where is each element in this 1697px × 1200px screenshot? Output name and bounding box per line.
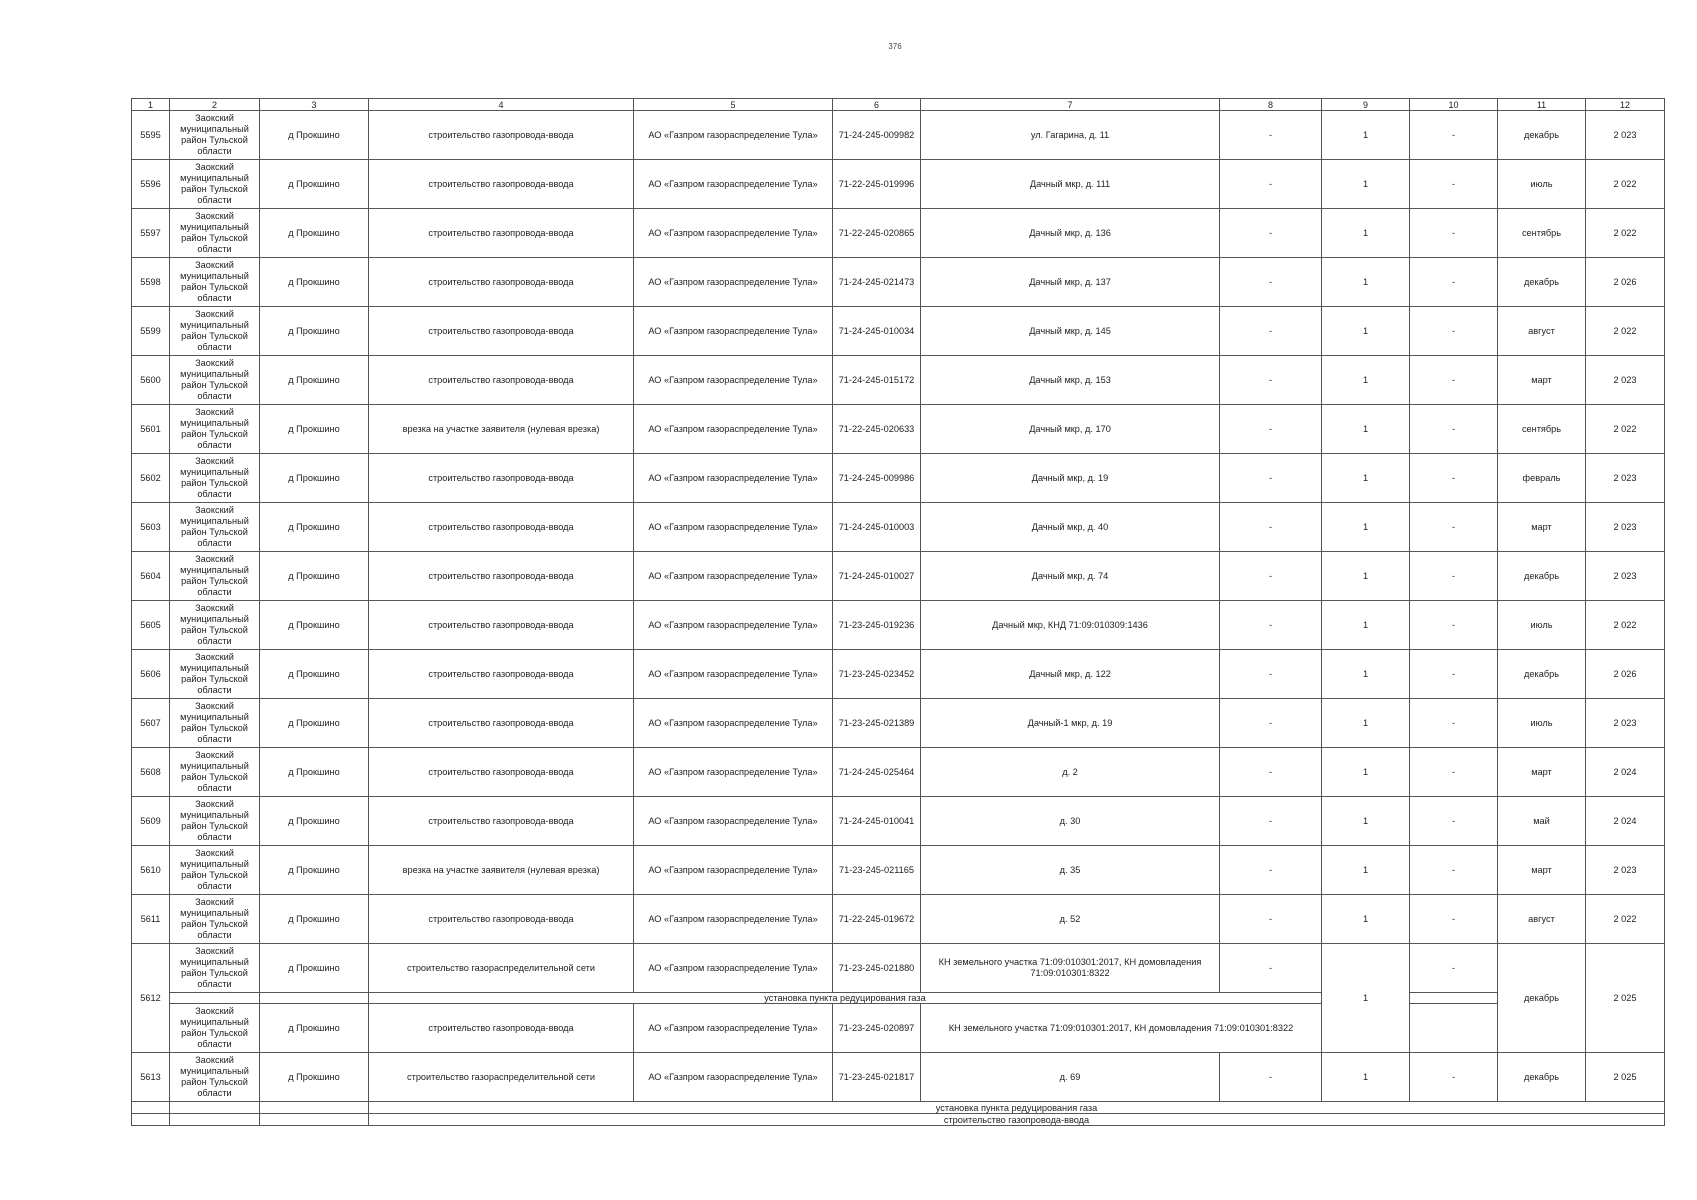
column-number-header bbox=[132, 99, 1665, 111]
address-cell: д. 30 bbox=[921, 797, 1220, 846]
row-number-cell: 5607 bbox=[132, 699, 170, 748]
month-cell: декабрь bbox=[1498, 111, 1586, 160]
row-number-cell: 5610 bbox=[132, 846, 170, 895]
page-number: 376 bbox=[888, 42, 902, 51]
application-code-cell: 71-23-245-021880 bbox=[833, 944, 921, 993]
month-cell: июль bbox=[1498, 699, 1586, 748]
district-cell bbox=[170, 1114, 260, 1126]
application-code-cell: 71-22-245-020633 bbox=[833, 405, 921, 454]
work-type-cell: врезка на участке заявителя (нулевая врезка) bbox=[369, 405, 634, 454]
table-row bbox=[132, 552, 1665, 601]
application-code-cell: 71-24-245-021473 bbox=[833, 258, 921, 307]
application-code-cell: 71-24-245-009986 bbox=[833, 454, 921, 503]
table-row bbox=[132, 748, 1665, 797]
column-8-cell: - bbox=[1220, 111, 1322, 160]
table-row bbox=[132, 797, 1665, 846]
address-cell: КН земельного участка 71:09:010301:2017, КН домовладения 71:09:010301:8322 bbox=[921, 1004, 1322, 1053]
table-row bbox=[132, 895, 1665, 944]
column-10-cell: - bbox=[1410, 160, 1498, 209]
organization-cell: АО «Газпром газораспределение Тула» bbox=[634, 258, 833, 307]
locality-cell: д Прокшино bbox=[260, 895, 369, 944]
district-cell: Заокский муниципальный район Тульской области bbox=[170, 601, 260, 650]
locality-cell bbox=[260, 1102, 369, 1114]
year-cell: 2 022 bbox=[1586, 895, 1665, 944]
address-cell: Дачный мкр, д. 122 bbox=[921, 650, 1220, 699]
quantity-cell: 1 bbox=[1322, 111, 1410, 160]
quantity-cell: 1 bbox=[1322, 209, 1410, 258]
column-8-cell: - bbox=[1220, 895, 1322, 944]
application-code-cell: 71-22-245-019672 bbox=[833, 895, 921, 944]
month-cell: февраль bbox=[1498, 454, 1586, 503]
header-cell: 10 bbox=[1410, 99, 1498, 111]
work-type-cell: строительство газопровода-ввода bbox=[369, 601, 634, 650]
address-cell: Дачный мкр, д. 111 bbox=[921, 160, 1220, 209]
application-code-cell: 71-22-245-020865 bbox=[833, 209, 921, 258]
address-cell: д. 35 bbox=[921, 846, 1220, 895]
application-code-cell: 71-23-245-020897 bbox=[833, 1004, 921, 1053]
header-cell: 9 bbox=[1322, 99, 1410, 111]
row-number-cell: 5602 bbox=[132, 454, 170, 503]
organization-cell: АО «Газпром газораспределение Тула» bbox=[634, 650, 833, 699]
table-row bbox=[132, 699, 1665, 748]
district-cell: Заокский муниципальный район Тульской области bbox=[170, 944, 260, 993]
column-10-cell: - bbox=[1410, 601, 1498, 650]
column-8-cell: - bbox=[1220, 307, 1322, 356]
year-cell: 2 023 bbox=[1586, 454, 1665, 503]
header-cell: 1 bbox=[132, 99, 170, 111]
quantity-cell: 1 bbox=[1322, 160, 1410, 209]
column-8-cell: - bbox=[1220, 699, 1322, 748]
month-cell: июль bbox=[1498, 601, 1586, 650]
header-cell: 2 bbox=[170, 99, 260, 111]
address-cell: КН земельного участка 71:09:010301:2017, КН домовладения 71:09:010301:8322 bbox=[921, 944, 1220, 993]
organization-cell: АО «Газпром газораспределение Тула» bbox=[634, 111, 833, 160]
header-cell: 4 bbox=[369, 99, 634, 111]
district-cell bbox=[170, 1102, 260, 1114]
row-number-cell: 5611 bbox=[132, 895, 170, 944]
table-row bbox=[132, 307, 1665, 356]
organization-cell: АО «Газпром газораспределение Тула» bbox=[634, 209, 833, 258]
locality-cell: д Прокшино bbox=[260, 1004, 369, 1053]
application-code-cell: 71-23-245-021165 bbox=[833, 846, 921, 895]
work-type-cell: строительство газопровода-ввода bbox=[369, 209, 634, 258]
work-type-cell: строительство газопровода-ввода bbox=[369, 1114, 1665, 1126]
work-type-cell: строительство газопровода-ввода bbox=[369, 797, 634, 846]
locality-cell: д Прокшино bbox=[260, 552, 369, 601]
quantity-cell: 1 bbox=[1322, 797, 1410, 846]
district-cell: Заокский муниципальный район Тульской области bbox=[170, 1053, 260, 1102]
quantity-cell: 1 bbox=[1322, 258, 1410, 307]
organization-cell: АО «Газпром газораспределение Тула» bbox=[634, 307, 833, 356]
row-number-cell: 5612 bbox=[132, 944, 170, 1053]
column-10-cell: - bbox=[1410, 895, 1498, 944]
organization-cell: АО «Газпром газораспределение Тула» bbox=[634, 797, 833, 846]
header-cell: 6 bbox=[833, 99, 921, 111]
district-cell: Заокский муниципальный район Тульской области bbox=[170, 111, 260, 160]
organization-cell: АО «Газпром газораспределение Тула» bbox=[634, 356, 833, 405]
row-number-cell: 5613 bbox=[132, 1053, 170, 1102]
quantity-cell: 1 bbox=[1322, 1053, 1410, 1102]
district-cell: Заокский муниципальный район Тульской области bbox=[170, 552, 260, 601]
row-number-cell: 5606 bbox=[132, 650, 170, 699]
address-cell: Дачный мкр, д. 19 bbox=[921, 454, 1220, 503]
month-cell: декабрь bbox=[1498, 944, 1586, 1053]
year-cell: 2 023 bbox=[1586, 552, 1665, 601]
address-cell: д. 2 bbox=[921, 748, 1220, 797]
header-cell: 12 bbox=[1586, 99, 1665, 111]
address-cell: Дачный мкр, д. 170 bbox=[921, 405, 1220, 454]
row-number-cell: 5603 bbox=[132, 503, 170, 552]
locality-cell: д Прокшино bbox=[260, 405, 369, 454]
header-cell: 8 bbox=[1220, 99, 1322, 111]
district-cell: Заокский муниципальный район Тульской области bbox=[170, 699, 260, 748]
address-cell: Дачный мкр, д. 145 bbox=[921, 307, 1220, 356]
row-number-cell: 5605 bbox=[132, 601, 170, 650]
locality-cell: д Прокшино bbox=[260, 797, 369, 846]
application-code-cell: 71-22-245-019996 bbox=[833, 160, 921, 209]
organization-cell: АО «Газпром газораспределение Тула» bbox=[634, 601, 833, 650]
header-cell: 3 bbox=[260, 99, 369, 111]
organization-cell: АО «Газпром газораспределение Тула» bbox=[634, 405, 833, 454]
work-type-cell: установка пункта редуцирования газа bbox=[369, 1102, 1665, 1114]
table-subrow bbox=[132, 993, 1665, 1004]
column-10-cell bbox=[1410, 1004, 1498, 1053]
year-cell: 2 022 bbox=[1586, 307, 1665, 356]
year-cell: 2 024 bbox=[1586, 797, 1665, 846]
work-type-cell: строительство газопровода-ввода bbox=[369, 454, 634, 503]
locality-cell: д Прокшино bbox=[260, 748, 369, 797]
quantity-cell: 1 bbox=[1322, 454, 1410, 503]
column-10-cell: - bbox=[1410, 699, 1498, 748]
column-10-cell: - bbox=[1410, 846, 1498, 895]
address-cell: Дачный-1 мкр, д. 19 bbox=[921, 699, 1220, 748]
address-cell: Дачный мкр, д. 137 bbox=[921, 258, 1220, 307]
year-cell: 2 023 bbox=[1586, 846, 1665, 895]
table-row bbox=[132, 650, 1665, 699]
month-cell: май bbox=[1498, 797, 1586, 846]
work-type-cell: строительство газопровода-ввода bbox=[369, 552, 634, 601]
application-code-cell: 71-24-245-009982 bbox=[833, 111, 921, 160]
column-10-cell: - bbox=[1410, 503, 1498, 552]
application-code-cell: 71-23-245-021817 bbox=[833, 1053, 921, 1102]
organization-cell: АО «Газпром газораспределение Тула» bbox=[634, 454, 833, 503]
application-code-cell: 71-24-245-010041 bbox=[833, 797, 921, 846]
work-type-cell: строительство газораспределительной сети bbox=[369, 1053, 634, 1102]
work-type-cell: строительство газопровода-ввода bbox=[369, 356, 634, 405]
year-cell: 2 023 bbox=[1586, 356, 1665, 405]
year-cell: 2 026 bbox=[1586, 650, 1665, 699]
application-code-cell: 71-23-245-019236 bbox=[833, 601, 921, 650]
address-cell: Дачный мкр, д. 40 bbox=[921, 503, 1220, 552]
year-cell: 2 024 bbox=[1586, 748, 1665, 797]
locality-cell: д Прокшино bbox=[260, 307, 369, 356]
district-cell: Заокский муниципальный район Тульской области bbox=[170, 356, 260, 405]
column-10-cell: - bbox=[1410, 454, 1498, 503]
row-number-cell bbox=[132, 1114, 170, 1126]
quantity-cell: 1 bbox=[1322, 307, 1410, 356]
column-8-cell: - bbox=[1220, 160, 1322, 209]
quantity-cell: 1 bbox=[1322, 356, 1410, 405]
column-8-cell: - bbox=[1220, 601, 1322, 650]
header-cell: 7 bbox=[921, 99, 1220, 111]
column-8-cell: - bbox=[1220, 209, 1322, 258]
column-8-cell: - bbox=[1220, 405, 1322, 454]
district-cell: Заокский муниципальный район Тульской области bbox=[170, 748, 260, 797]
year-cell: 2 022 bbox=[1586, 209, 1665, 258]
column-10-cell: - bbox=[1410, 111, 1498, 160]
column-8-cell: - bbox=[1220, 1053, 1322, 1102]
column-10-cell: - bbox=[1410, 797, 1498, 846]
district-cell: Заокский муниципальный район Тульской области bbox=[170, 454, 260, 503]
column-10-cell: - bbox=[1410, 307, 1498, 356]
table-row bbox=[132, 356, 1665, 405]
row-number-cell: 5600 bbox=[132, 356, 170, 405]
work-type-cell: строительство газопровода-ввода bbox=[369, 258, 634, 307]
quantity-cell: 1 bbox=[1322, 650, 1410, 699]
district-cell: Заокский муниципальный район Тульской области bbox=[170, 209, 260, 258]
column-10-cell: - bbox=[1410, 1053, 1498, 1102]
address-cell: ул. Гагарина, д. 11 bbox=[921, 111, 1220, 160]
table-row bbox=[132, 944, 1665, 993]
table-tail-row bbox=[132, 1114, 1665, 1126]
work-type-cell: строительство газопровода-ввода bbox=[369, 650, 634, 699]
locality-cell: д Прокшино bbox=[260, 601, 369, 650]
work-type-cell: установка пункта редуцирования газа bbox=[369, 993, 1322, 1004]
column-10-cell: - bbox=[1410, 748, 1498, 797]
application-code-cell: 71-24-245-010034 bbox=[833, 307, 921, 356]
row-number-cell bbox=[132, 1102, 170, 1114]
work-type-cell: строительство газопровода-ввода bbox=[369, 503, 634, 552]
application-code-cell: 71-24-245-025464 bbox=[833, 748, 921, 797]
application-code-cell: 71-23-245-021389 bbox=[833, 699, 921, 748]
month-cell: декабрь bbox=[1498, 1053, 1586, 1102]
application-code-cell: 71-24-245-010027 bbox=[833, 552, 921, 601]
month-cell: март bbox=[1498, 846, 1586, 895]
row-number-cell: 5599 bbox=[132, 307, 170, 356]
organization-cell: АО «Газпром газораспределение Тула» bbox=[634, 552, 833, 601]
table-row bbox=[132, 454, 1665, 503]
column-8-cell: - bbox=[1220, 552, 1322, 601]
district-cell: Заокский муниципальный район Тульской области bbox=[170, 650, 260, 699]
row-number-cell: 5595 bbox=[132, 111, 170, 160]
district-cell: Заокский муниципальный район Тульской области bbox=[170, 503, 260, 552]
table-row bbox=[132, 258, 1665, 307]
column-8-cell: - bbox=[1220, 650, 1322, 699]
column-8-cell: - bbox=[1220, 797, 1322, 846]
table-row bbox=[132, 111, 1665, 160]
quantity-cell: 1 bbox=[1322, 405, 1410, 454]
locality-cell: д Прокшино bbox=[260, 503, 369, 552]
table-row bbox=[132, 601, 1665, 650]
column-8-cell: - bbox=[1220, 944, 1322, 993]
locality-cell: д Прокшино bbox=[260, 699, 369, 748]
work-type-cell: строительство газопровода-ввода bbox=[369, 748, 634, 797]
row-number-cell: 5601 bbox=[132, 405, 170, 454]
quantity-cell: 1 bbox=[1322, 552, 1410, 601]
work-type-cell: строительство газопровода-ввода bbox=[369, 160, 634, 209]
quantity-cell: 1 bbox=[1322, 846, 1410, 895]
work-type-cell: строительство газопровода-ввода bbox=[369, 111, 634, 160]
work-type-cell: строительство газопровода-ввода bbox=[369, 1004, 634, 1053]
organization-cell: АО «Газпром газораспределение Тула» bbox=[634, 160, 833, 209]
quantity-cell: 1 bbox=[1322, 748, 1410, 797]
month-cell: август bbox=[1498, 307, 1586, 356]
work-type-cell: строительство газопровода-ввода bbox=[369, 895, 634, 944]
locality-cell: д Прокшино bbox=[260, 111, 369, 160]
month-cell: декабрь bbox=[1498, 552, 1586, 601]
column-10-cell: - bbox=[1410, 650, 1498, 699]
row-number-cell: 5608 bbox=[132, 748, 170, 797]
gas-connection-table bbox=[131, 98, 1665, 1126]
organization-cell: АО «Газпром газораспределение Тула» bbox=[634, 944, 833, 993]
address-cell: Дачный мкр, д. 153 bbox=[921, 356, 1220, 405]
row-number-cell: 5596 bbox=[132, 160, 170, 209]
organization-cell: АО «Газпром газораспределение Тула» bbox=[634, 748, 833, 797]
year-cell: 2 023 bbox=[1586, 699, 1665, 748]
row-number-cell: 5597 bbox=[132, 209, 170, 258]
district-cell: Заокский муниципальный район Тульской области bbox=[170, 846, 260, 895]
work-type-cell: врезка на участке заявителя (нулевая врезка) bbox=[369, 846, 634, 895]
organization-cell: АО «Газпром газораспределение Тула» bbox=[634, 1053, 833, 1102]
column-10-cell: - bbox=[1410, 209, 1498, 258]
locality-cell bbox=[260, 1114, 369, 1126]
organization-cell: АО «Газпром газораспределение Тула» bbox=[634, 503, 833, 552]
locality-cell: д Прокшино bbox=[260, 209, 369, 258]
address-cell: Дачный мкр, д. 136 bbox=[921, 209, 1220, 258]
year-cell: 2 022 bbox=[1586, 405, 1665, 454]
month-cell: март bbox=[1498, 503, 1586, 552]
work-type-cell: строительство газопровода-ввода bbox=[369, 699, 634, 748]
table-row bbox=[132, 160, 1665, 209]
locality-cell: д Прокшино bbox=[260, 356, 369, 405]
month-cell: сентябрь bbox=[1498, 209, 1586, 258]
month-cell: июль bbox=[1498, 160, 1586, 209]
quantity-cell: 1 bbox=[1322, 503, 1410, 552]
column-10-cell: - bbox=[1410, 405, 1498, 454]
column-8-cell: - bbox=[1220, 258, 1322, 307]
year-cell: 2 025 bbox=[1586, 944, 1665, 1053]
district-cell: Заокский муниципальный район Тульской области bbox=[170, 1004, 260, 1053]
locality-cell: д Прокшино bbox=[260, 160, 369, 209]
district-cell bbox=[170, 993, 260, 1004]
header-cell: 11 bbox=[1498, 99, 1586, 111]
table-row bbox=[132, 405, 1665, 454]
column-8-cell: - bbox=[1220, 846, 1322, 895]
month-cell: август bbox=[1498, 895, 1586, 944]
locality-cell: д Прокшино bbox=[260, 846, 369, 895]
column-8-cell: - bbox=[1220, 356, 1322, 405]
organization-cell: АО «Газпром газораспределение Тула» bbox=[634, 699, 833, 748]
work-type-cell: строительство газопровода-ввода bbox=[369, 307, 634, 356]
year-cell: 2 023 bbox=[1586, 111, 1665, 160]
district-cell: Заокский муниципальный район Тульской области bbox=[170, 258, 260, 307]
district-cell: Заокский муниципальный район Тульской области bbox=[170, 797, 260, 846]
application-code-cell: 71-24-245-010003 bbox=[833, 503, 921, 552]
district-cell: Заокский муниципальный район Тульской области bbox=[170, 307, 260, 356]
row-number-cell: 5604 bbox=[132, 552, 170, 601]
quantity-cell: 1 bbox=[1322, 601, 1410, 650]
locality-cell: д Прокшино bbox=[260, 944, 369, 993]
address-cell: Дачный мкр, д. 74 bbox=[921, 552, 1220, 601]
table-row bbox=[132, 1053, 1665, 1102]
header-cell: 5 bbox=[634, 99, 833, 111]
district-cell: Заокский муниципальный район Тульской области bbox=[170, 160, 260, 209]
column-10-cell: - bbox=[1410, 258, 1498, 307]
district-cell: Заокский муниципальный район Тульской области bbox=[170, 895, 260, 944]
month-cell: март bbox=[1498, 356, 1586, 405]
locality-cell: д Прокшино bbox=[260, 650, 369, 699]
address-cell: Дачный мкр, КНД 71:09:010309:1436 bbox=[921, 601, 1220, 650]
application-code-cell: 71-24-245-015172 bbox=[833, 356, 921, 405]
column-10-cell: - bbox=[1410, 552, 1498, 601]
year-cell: 2 026 bbox=[1586, 258, 1665, 307]
table-row bbox=[132, 209, 1665, 258]
locality-cell bbox=[260, 993, 369, 1004]
column-10-cell: - bbox=[1410, 944, 1498, 993]
work-type-cell: строительство газораспределительной сети bbox=[369, 944, 634, 993]
table-row bbox=[132, 1004, 1665, 1053]
locality-cell: д Прокшино bbox=[260, 258, 369, 307]
year-cell: 2 022 bbox=[1586, 601, 1665, 650]
column-10-cell bbox=[1410, 993, 1498, 1004]
district-cell: Заокский муниципальный район Тульской области bbox=[170, 405, 260, 454]
row-number-cell: 5609 bbox=[132, 797, 170, 846]
year-cell: 2 022 bbox=[1586, 160, 1665, 209]
row-number-cell: 5598 bbox=[132, 258, 170, 307]
table-row bbox=[132, 503, 1665, 552]
quantity-cell: 1 bbox=[1322, 895, 1410, 944]
column-8-cell: - bbox=[1220, 503, 1322, 552]
column-8-cell: - bbox=[1220, 454, 1322, 503]
address-cell: д. 52 bbox=[921, 895, 1220, 944]
organization-cell: АО «Газпром газораспределение Тула» bbox=[634, 846, 833, 895]
table-row bbox=[132, 846, 1665, 895]
organization-cell: АО «Газпром газораспределение Тула» bbox=[634, 1004, 833, 1053]
quantity-cell: 1 bbox=[1322, 944, 1410, 1053]
column-8-cell: - bbox=[1220, 748, 1322, 797]
year-cell: 2 023 bbox=[1586, 503, 1665, 552]
column-10-cell: - bbox=[1410, 356, 1498, 405]
month-cell: декабрь bbox=[1498, 258, 1586, 307]
locality-cell: д Прокшино bbox=[260, 454, 369, 503]
organization-cell: АО «Газпром газораспределение Тула» bbox=[634, 895, 833, 944]
month-cell: сентябрь bbox=[1498, 405, 1586, 454]
month-cell: декабрь bbox=[1498, 650, 1586, 699]
address-cell: д. 69 bbox=[921, 1053, 1220, 1102]
month-cell: март bbox=[1498, 748, 1586, 797]
locality-cell: д Прокшино bbox=[260, 1053, 369, 1102]
quantity-cell: 1 bbox=[1322, 699, 1410, 748]
year-cell: 2 025 bbox=[1586, 1053, 1665, 1102]
application-code-cell: 71-23-245-023452 bbox=[833, 650, 921, 699]
table-tail-row bbox=[132, 1102, 1665, 1114]
